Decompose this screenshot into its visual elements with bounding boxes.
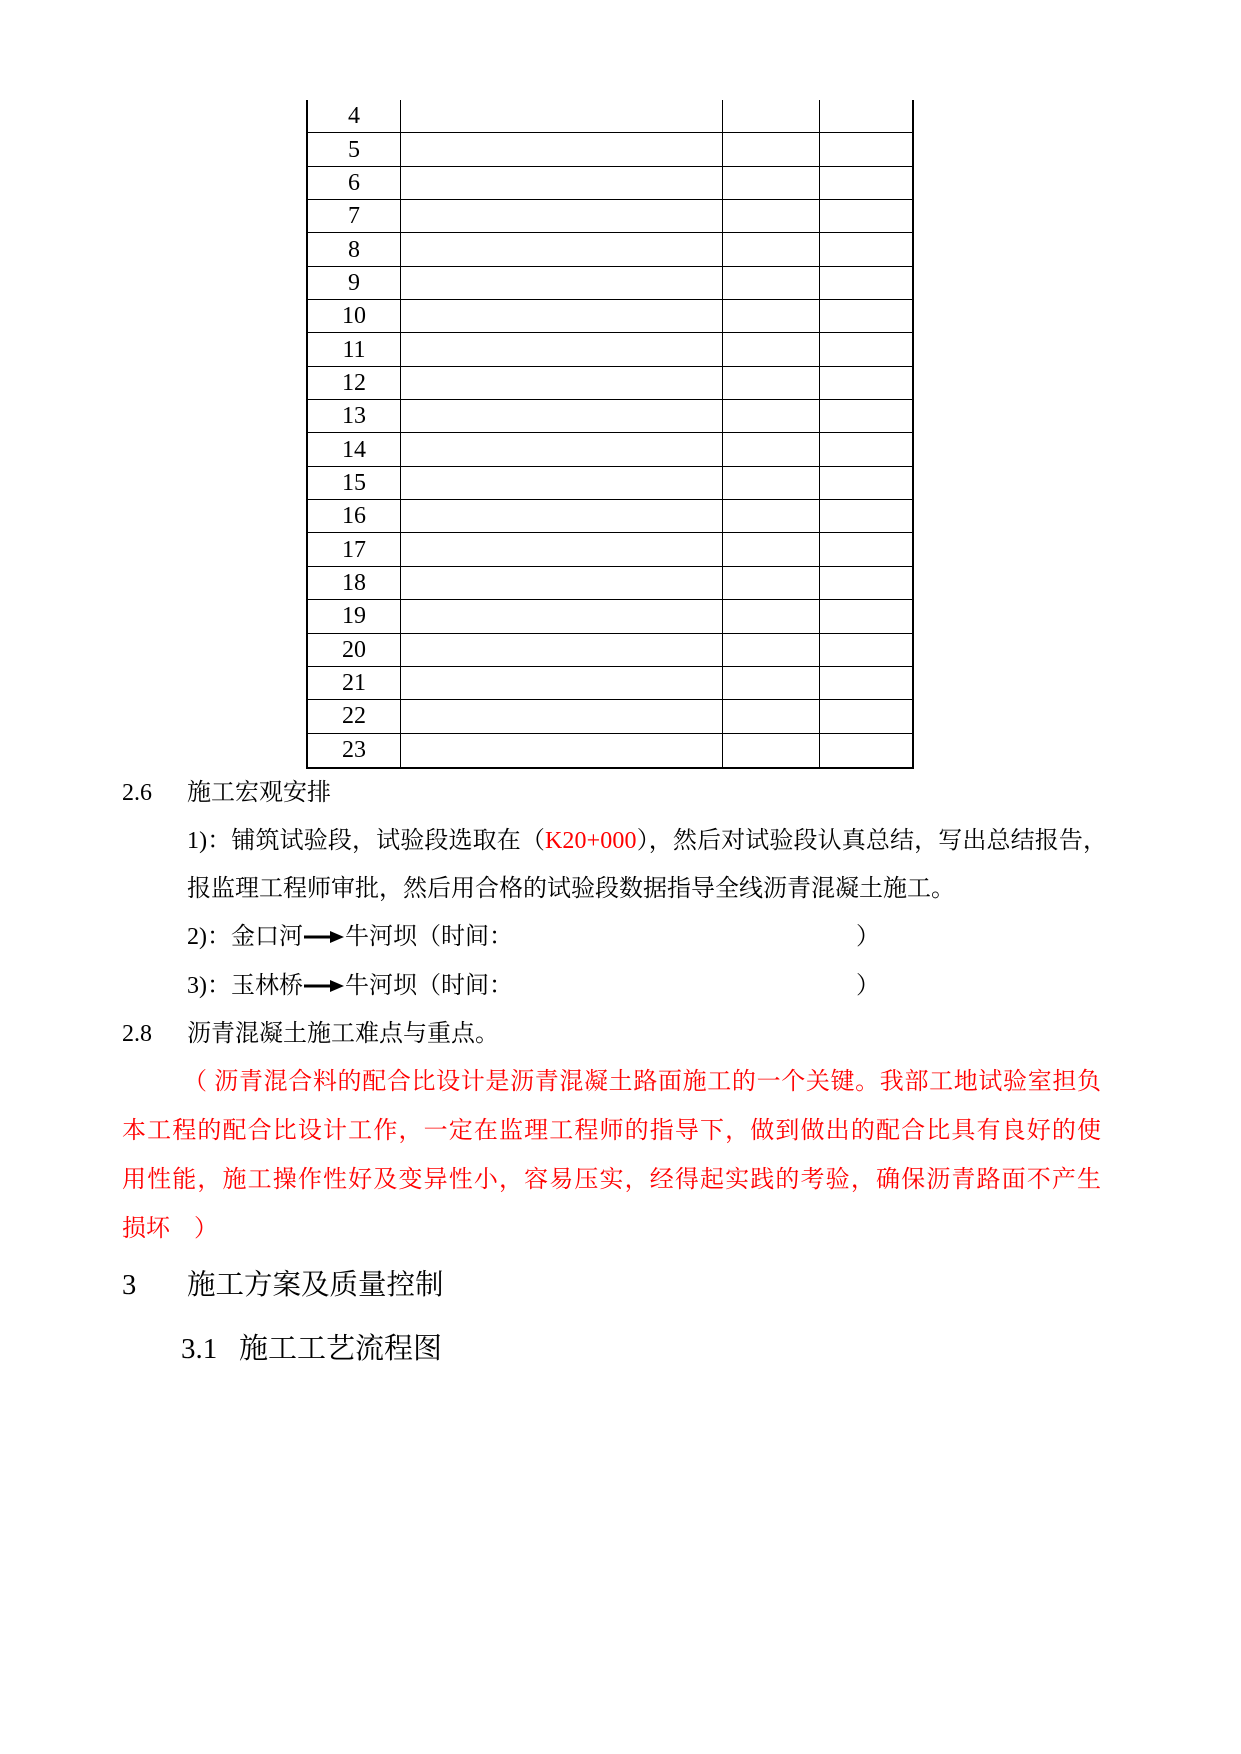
note-line-text: 用性能，施工操作性好及变异性小，容易压实，经得起实践的考验，确保沥青路面不产生 bbox=[122, 1167, 1103, 1193]
empty-cell bbox=[401, 300, 723, 332]
empty-cell bbox=[723, 667, 820, 699]
empty-cell bbox=[401, 267, 723, 299]
section-title: 施工宏观安排 bbox=[187, 780, 331, 806]
empty-cell bbox=[820, 533, 912, 565]
table-row bbox=[308, 300, 912, 333]
empty-cell bbox=[723, 100, 820, 132]
table-row bbox=[308, 600, 912, 633]
route-start: 2)：金口河 bbox=[187, 924, 303, 950]
empty-cell bbox=[723, 433, 820, 465]
route-start: 3)：玉林桥 bbox=[187, 973, 303, 999]
row-number-cell: 4 bbox=[308, 100, 401, 132]
row-number-cell: 8 bbox=[308, 233, 401, 265]
empty-cell bbox=[723, 600, 820, 632]
row-number-cell: 7 bbox=[308, 200, 401, 232]
row-number-cell: 5 bbox=[308, 133, 401, 165]
empty-cell bbox=[401, 634, 723, 666]
empty-cell bbox=[401, 367, 723, 399]
empty-cell bbox=[820, 367, 912, 399]
table-row bbox=[308, 467, 912, 500]
section-title: 沥青混凝土施工难点与重点。 bbox=[187, 1021, 499, 1047]
empty-cell bbox=[723, 233, 820, 265]
schedule-table bbox=[306, 100, 914, 769]
empty-cell bbox=[820, 667, 912, 699]
subsection-title: 施工工艺流程图 bbox=[239, 1333, 443, 1365]
empty-cell bbox=[401, 233, 723, 265]
empty-cell bbox=[401, 500, 723, 532]
table-row bbox=[308, 634, 912, 667]
empty-cell bbox=[401, 700, 723, 732]
empty-cell bbox=[401, 467, 723, 499]
section-number: 2.8 bbox=[122, 1021, 152, 1047]
note-line bbox=[122, 1165, 1101, 1195]
empty-cell bbox=[401, 734, 723, 767]
empty-cell bbox=[820, 267, 912, 299]
empty-cell bbox=[401, 667, 723, 699]
empty-cell bbox=[820, 700, 912, 732]
row-number-cell: 10 bbox=[308, 300, 401, 332]
row-number-cell: 14 bbox=[308, 433, 401, 465]
empty-cell bbox=[723, 133, 820, 165]
table-row bbox=[308, 433, 912, 466]
empty-cell bbox=[723, 300, 820, 332]
item-3-route bbox=[187, 971, 513, 1001]
table-row bbox=[308, 233, 912, 266]
subsection-number: 3.1 bbox=[181, 1333, 218, 1365]
row-number-cell: 20 bbox=[308, 634, 401, 666]
row-number-cell: 13 bbox=[308, 400, 401, 432]
empty-cell bbox=[820, 300, 912, 332]
empty-cell bbox=[820, 634, 912, 666]
table-row bbox=[308, 400, 912, 433]
note-line: 损坏 ） bbox=[122, 1216, 218, 1242]
empty-cell bbox=[401, 533, 723, 565]
empty-cell bbox=[820, 100, 912, 132]
row-number-cell: 17 bbox=[308, 533, 401, 565]
item-1-text-start: 1)：铺筑试验段，试验段选取在（ bbox=[187, 828, 545, 854]
empty-cell bbox=[723, 734, 820, 767]
station-highlight: K20+000 bbox=[544, 828, 637, 854]
row-number-cell: 11 bbox=[308, 333, 401, 365]
empty-cell bbox=[401, 433, 723, 465]
table-row bbox=[308, 734, 912, 767]
empty-cell bbox=[401, 567, 723, 599]
empty-cell bbox=[401, 600, 723, 632]
empty-cell bbox=[820, 467, 912, 499]
row-number-cell: 16 bbox=[308, 500, 401, 532]
arrow-right-icon bbox=[304, 979, 344, 993]
empty-cell bbox=[820, 133, 912, 165]
table-row bbox=[308, 500, 912, 533]
table-row bbox=[308, 667, 912, 700]
row-number-cell: 22 bbox=[308, 700, 401, 732]
item-1-line-1-text bbox=[187, 826, 1107, 856]
empty-cell bbox=[820, 433, 912, 465]
empty-cell bbox=[723, 567, 820, 599]
empty-cell bbox=[401, 400, 723, 432]
item-1-line-1 bbox=[187, 826, 1107, 856]
empty-cell bbox=[820, 500, 912, 532]
table-row bbox=[308, 200, 912, 233]
empty-cell bbox=[401, 100, 723, 132]
row-number-cell: 23 bbox=[308, 734, 401, 767]
table-row bbox=[308, 567, 912, 600]
arrow-right-icon bbox=[304, 930, 344, 944]
item-2-route bbox=[187, 922, 513, 952]
empty-cell bbox=[723, 267, 820, 299]
empty-cell bbox=[401, 167, 723, 199]
note-line-text: 本工程的配合比设计工作，一定在监理工程师的指导下，做到做出的配合比具有良好的使 bbox=[122, 1118, 1103, 1144]
note-line-text: （ 沥青混合料的配合比设计是沥青混凝土路面施工的一个关键。我部工地试验室担负 bbox=[183, 1069, 1102, 1095]
note-line bbox=[122, 1116, 1101, 1146]
empty-cell bbox=[820, 167, 912, 199]
chapter-title: 施工方案及质量控制 bbox=[187, 1270, 444, 1301]
chapter-number: 3 bbox=[122, 1270, 137, 1301]
table-row bbox=[308, 533, 912, 566]
row-number-cell: 9 bbox=[308, 267, 401, 299]
table-row bbox=[308, 167, 912, 200]
empty-cell bbox=[820, 200, 912, 232]
empty-cell bbox=[820, 734, 912, 767]
item-1-text-end: ），然后对试验段认真总结，写出总结报告， bbox=[636, 828, 1108, 854]
empty-cell bbox=[401, 200, 723, 232]
section-number: 2.6 bbox=[122, 780, 152, 806]
table-row bbox=[308, 267, 912, 300]
empty-cell bbox=[401, 333, 723, 365]
table-row bbox=[308, 133, 912, 166]
empty-cell bbox=[723, 500, 820, 532]
empty-cell bbox=[723, 167, 820, 199]
row-number-cell: 21 bbox=[308, 667, 401, 699]
empty-cell bbox=[723, 333, 820, 365]
empty-cell bbox=[401, 133, 723, 165]
empty-cell bbox=[820, 233, 912, 265]
empty-cell bbox=[723, 533, 820, 565]
empty-cell bbox=[723, 700, 820, 732]
row-number-cell: 19 bbox=[308, 600, 401, 632]
row-number-cell: 6 bbox=[308, 167, 401, 199]
item-1-line-2: 报监理工程师审批，然后用合格的试验段数据指导全线沥青混凝土施工。 bbox=[187, 876, 955, 902]
empty-cell bbox=[723, 200, 820, 232]
row-number-cell: 18 bbox=[308, 567, 401, 599]
empty-cell bbox=[723, 467, 820, 499]
table-row bbox=[308, 100, 912, 133]
empty-cell bbox=[723, 400, 820, 432]
route-end: 牛河坝（时间： bbox=[345, 973, 513, 999]
item-2-close-paren: ） bbox=[856, 924, 880, 950]
table-row bbox=[308, 333, 912, 366]
empty-cell bbox=[820, 333, 912, 365]
item-3-close-paren: ） bbox=[856, 973, 880, 999]
empty-cell bbox=[820, 567, 912, 599]
row-number-cell: 12 bbox=[308, 367, 401, 399]
row-number-cell: 15 bbox=[308, 467, 401, 499]
table-row bbox=[308, 700, 912, 733]
empty-cell bbox=[820, 600, 912, 632]
table-row bbox=[308, 367, 912, 400]
empty-cell bbox=[723, 367, 820, 399]
empty-cell bbox=[723, 634, 820, 666]
empty-cell bbox=[820, 400, 912, 432]
route-end: 牛河坝（时间： bbox=[345, 924, 513, 950]
note-line bbox=[183, 1067, 1101, 1097]
